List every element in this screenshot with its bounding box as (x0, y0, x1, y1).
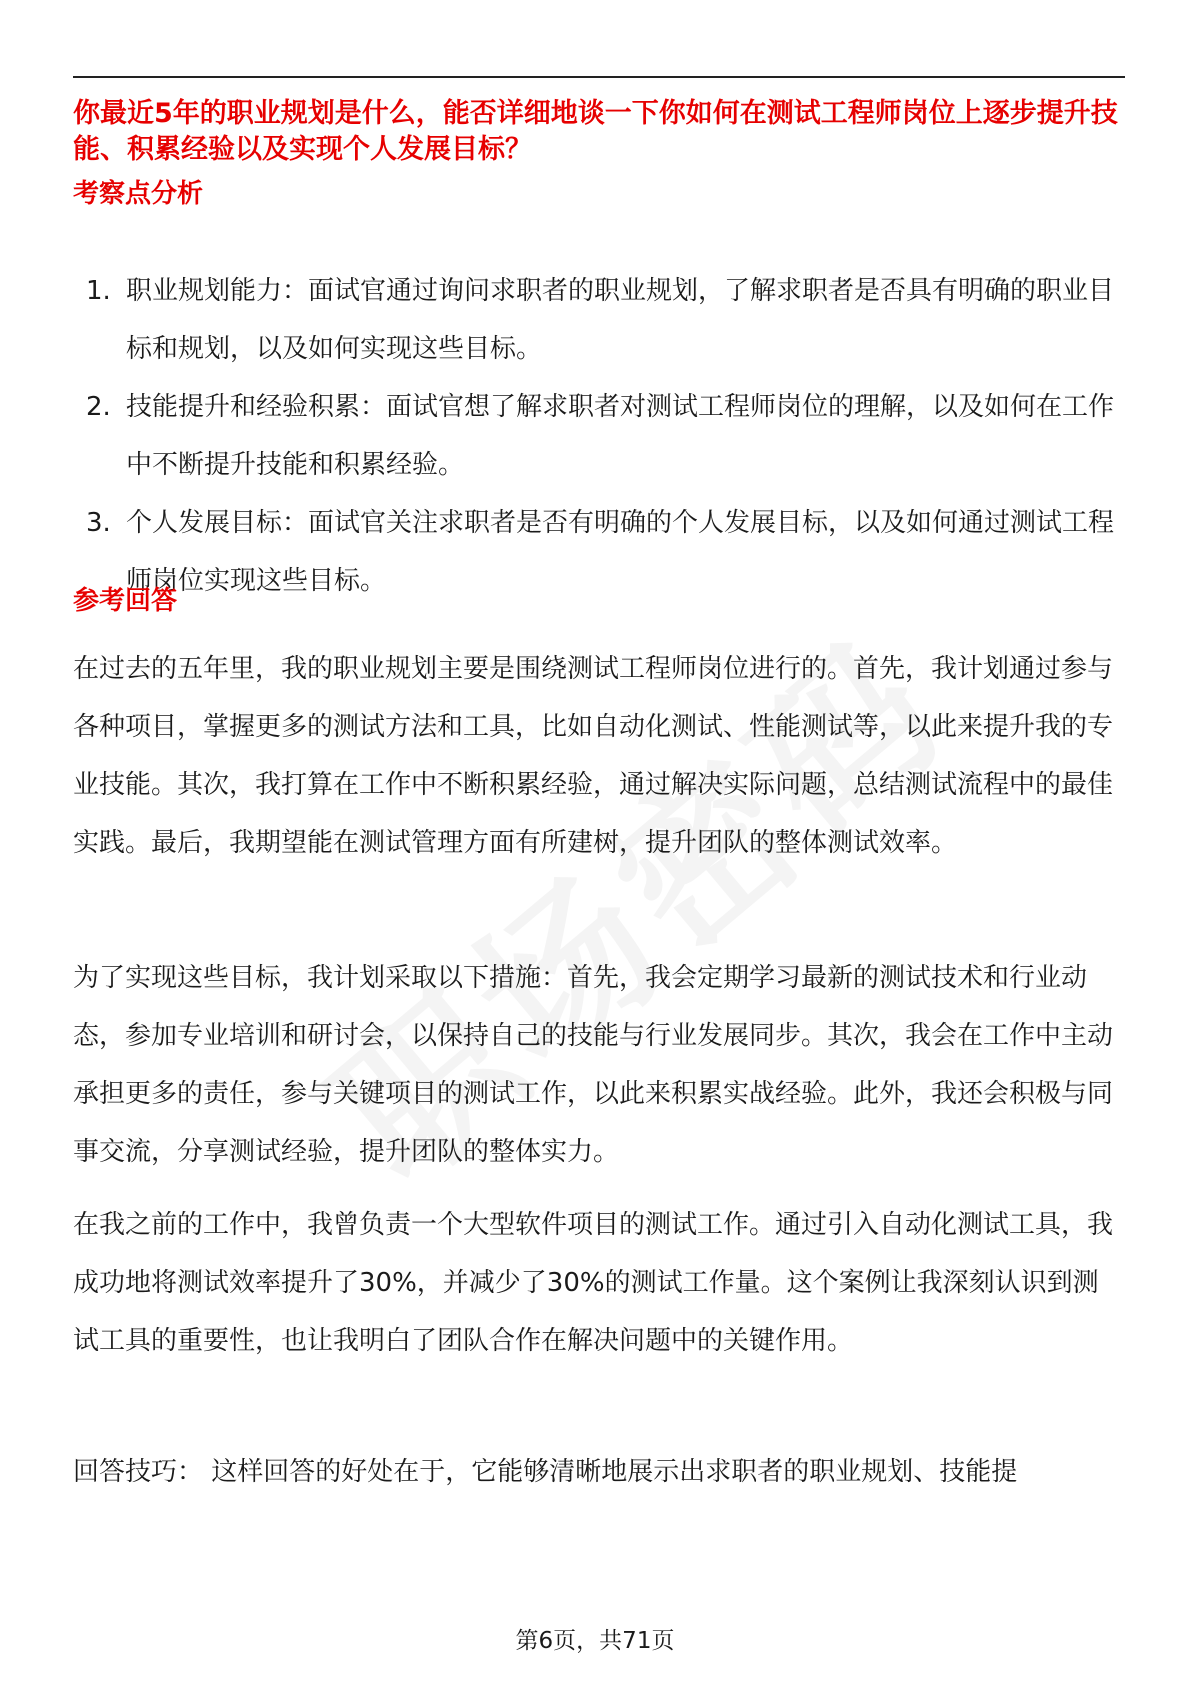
answer-paragraph: 在过去的五年里，我的职业规划主要是围绕测试工程师岗位进行的。首先，我计划通过参与各种项目，掌握更多的测试方法和工具，比如自动化测试、性能测试等，以此来提升我的专业技能。其次，我打算在工作中不断积累经验，通过解决实际问题，总结测试流程中的最佳实践。最后，我期望能在测试管理方面有所建树，提升团队的整体测试效率。 (73, 654, 1114, 858)
list-item-number: 2. (86, 392, 111, 422)
list-item (86, 494, 1123, 610)
answer-paragraph: 在我之前的工作中，我曾负责一个大型软件项目的测试工作。通过引入自动化测试工具，我成功地将测试效率提升了30%，并减少了30%的测试工作量。这个案例让我深刻认识到测试工具的重要性，也让我明白了团队合作在解决问题中的关键作用。 (73, 1210, 1114, 1356)
question-title: 你最近5年的职业规划是什么，能否详细地谈一下你如何在测试工程师岗位上逐步提升技能、积累经验以及实现个人发展目标？ (73, 98, 1118, 165)
list-item-text: 职业规划能力：面试官通过询问求职者的职业规划，了解求职者是否具有明确的职业目标和规划，以及如何实现这些目标。 (126, 276, 1115, 364)
list-item-number: 1. (86, 276, 111, 306)
answer-tips: 回答技巧： 这样回答的好处在于，它能够清晰地展示出求职者的职业规划、技能提 (73, 1457, 1018, 1487)
list-item (86, 262, 1123, 378)
top-divider (73, 76, 1125, 78)
answer-heading: 参考回答 (73, 586, 178, 616)
list-item-text: 个人发展目标：面试官关注求职者是否有明确的个人发展目标，以及如何通过测试工程师岗位实现这些目标。 (126, 508, 1115, 596)
page-number: 第6页，共71页 (515, 1628, 675, 1654)
list-item (86, 378, 1123, 494)
answer-paragraph: 为了实现这些目标，我计划采取以下措施：首先，我会定期学习最新的测试技术和行业动态，参加专业培训和研讨会，以保持自己的技能与行业发展同步。其次，我会在工作中主动承担更多的责任，参与关键项目的测试工作，以此来积累实战经验。此外，我还会积极与同事交流，分享测试经验，提升团队的整体实力。 (73, 963, 1114, 1167)
list-item-number: 3. (86, 508, 111, 538)
analysis-heading: 考察点分析 (73, 179, 204, 209)
list-item-text: 技能提升和经验积累：面试官想了解求职者对测试工程师岗位的理解，以及如何在工作中不断提升技能和积累经验。 (126, 392, 1115, 480)
analysis-list (86, 262, 1123, 610)
